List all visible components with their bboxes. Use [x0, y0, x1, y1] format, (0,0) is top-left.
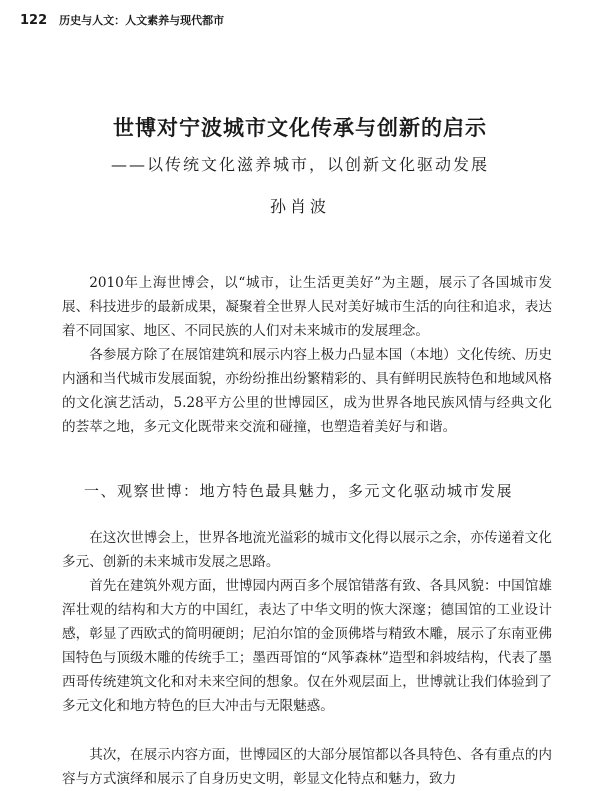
paragraph-2: 各参展方除了在展馆建筑和展示内容上极力凸显本国（本地）文化传统、历史内涵和当代城市发展面貌，亦纷纷推出纷繁精彩的、具有鲜明民族特色和地域风格的文化演艺活动，5.28平方公里的世博园区，成为世界各地民族风情与经典文化的荟萃之地，多元文化既带来交流和碰撞，也塑造着美好与和谐。 [62, 347, 552, 435]
paragraph-4: 首先在建筑外观方面，世博园内两百多个展馆错落有致、各具风貌：中国馆雄浑壮观的结构和大方的中国红，表达了中华文明的恢大深邃；德国馆的工业设计感，彰显了西欧式的简明硬朗；尼泊尔馆的金顶佛塔与精致木雕，展示了东南亚佛国特色与顶级木雕的传统手工；墨西哥馆的“风筝森林”造型和斜坡结构，代表了墨西哥传统建筑文化和对未来空间的想象。仅在外观层面上，世博就让我们体验到了多元文化和地方特色的巨大冲击与无限魅惑。 [62, 578, 552, 714]
article-title: 世博对宁波城市文化传承与创新的启示 [113, 115, 487, 140]
running-header [20, 12, 224, 28]
journal-title: 历史与人文：人文素养与现代都市 [59, 14, 225, 27]
section-heading: 一、观察世博：地方特色最具魅力，多元文化驱动城市发展 [84, 482, 514, 500]
paragraph-1: 2010年上海世博会，以“城市，让生活更美好”为主题，展示了各国城市发展、科技进步的最新成果，凝聚着全世界人民对美好城市生活的向往和追求，表达着不同国家、地区、不同民族的人们对未来城市的发展理念。 [62, 275, 552, 339]
paragraph-3: 在这次世博会上，世界各地流光溢彩的城市文化得以展示之余，亦传递着文化多元、创新的未来城市发展之思路。 [62, 530, 552, 570]
paragraph-5: 其次，在展示内容方面，世博园区的大部分展馆都以各具特色、各有重点的内容与方式演绎和展示了自身历史文明，彰显文化特点和魅力，致力 [62, 747, 552, 787]
article-subtitle: ——以传统文化滋养城市，以创新文化驱动发展 [110, 155, 489, 174]
article-author: 孙肖波 [269, 197, 330, 216]
page-number: 122 [20, 13, 48, 28]
